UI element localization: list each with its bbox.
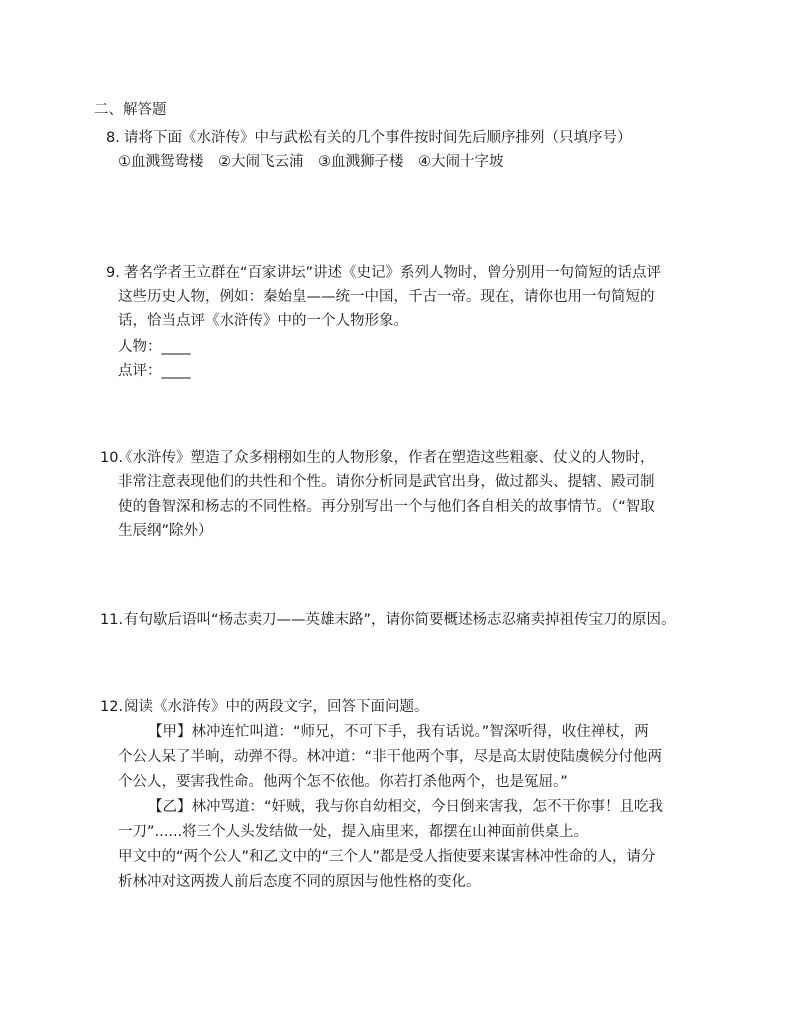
question-text: 有句歇后语叫“杨志卖刀——英雄末路”，请你简要概述杨志忍痛卖掉祖传宝刀的原因。: [124, 612, 676, 628]
question-text: 生辰纲”除外）: [118, 523, 213, 539]
question-text: 话，恰当点评《水浒传》中的一个人物形象。: [118, 313, 408, 329]
question-text: 这些历史人物，例如：秦始皇——统一中国，千古一帝。现在，请你也用一句简短的: [118, 289, 655, 305]
question-number: 10.: [100, 450, 124, 466]
answer-blank-person: 人物：____: [118, 339, 191, 355]
question-text: 甲文中的“两个公人”和乙文中的“三个人”都是受人指使要来谋害林冲性命的人，请分: [118, 849, 656, 865]
passage-jia: 【甲】林冲连忙叫道：“师兄，不可下手，我有话说。”智深听得，收住禅杖，两: [148, 724, 649, 740]
question-text: 非常注意表现他们的共性和个性。请你分析同是武官出身，做过都头、提辖、殿司制: [118, 474, 655, 490]
question-number: 9.: [106, 265, 120, 281]
question-number: 12.: [100, 699, 124, 715]
answer-blank-comment: 点评：____: [118, 363, 191, 379]
question-text: 请将下面《水浒传》中与武松有关的几个事件按时间先后顺序排列（只填序号）: [124, 130, 632, 146]
question-text: 著名学者王立群在“百家讲坛”讲述《史记》系列人物时，曾分别用一句简短的话点评: [124, 265, 662, 281]
question-text: 阅读《水浒传》中的两段文字，回答下面问题。: [124, 699, 429, 715]
passage-jia: 个公人，要害我性命。他两个怎不依他。你若打杀他两个，也是冤屈。”: [118, 774, 568, 790]
passage-jia: 个公人呆了半晌，动弹不得。林冲道：“非干他两个事，尽是高太尉使陆虞候分付他两: [118, 749, 663, 765]
passage-yi: 一刀”......将三个人头发结做一处，提入庙里来，都摆在山神面前供桌上。: [118, 824, 589, 840]
question-number: 8.: [106, 130, 120, 146]
question-options: ①血溅鸳鸯楼 ②大闹飞云浦 ③血溅狮子楼 ④大闹十字坡: [118, 154, 504, 170]
question-text: 析林冲对这两拨人前后态度不同的原因与他性格的变化。: [118, 874, 481, 890]
passage-yi: 【乙】林冲骂道：“奸贼，我与你自幼相交，今日倒来害我，怎不干你事！且吃我: [148, 799, 664, 815]
question-text: 《水浒传》塑造了众多栩栩如生的人物形象，作者在塑造这些粗豪、仗义的人物时，: [118, 450, 655, 466]
section-title: 二、解答题: [94, 102, 167, 118]
question-number: 11.: [100, 612, 124, 628]
question-text: 使的鲁智深和杨志的不同性格。再分别写出一个与他们各自相关的故事情节。（“智取: [118, 499, 655, 515]
